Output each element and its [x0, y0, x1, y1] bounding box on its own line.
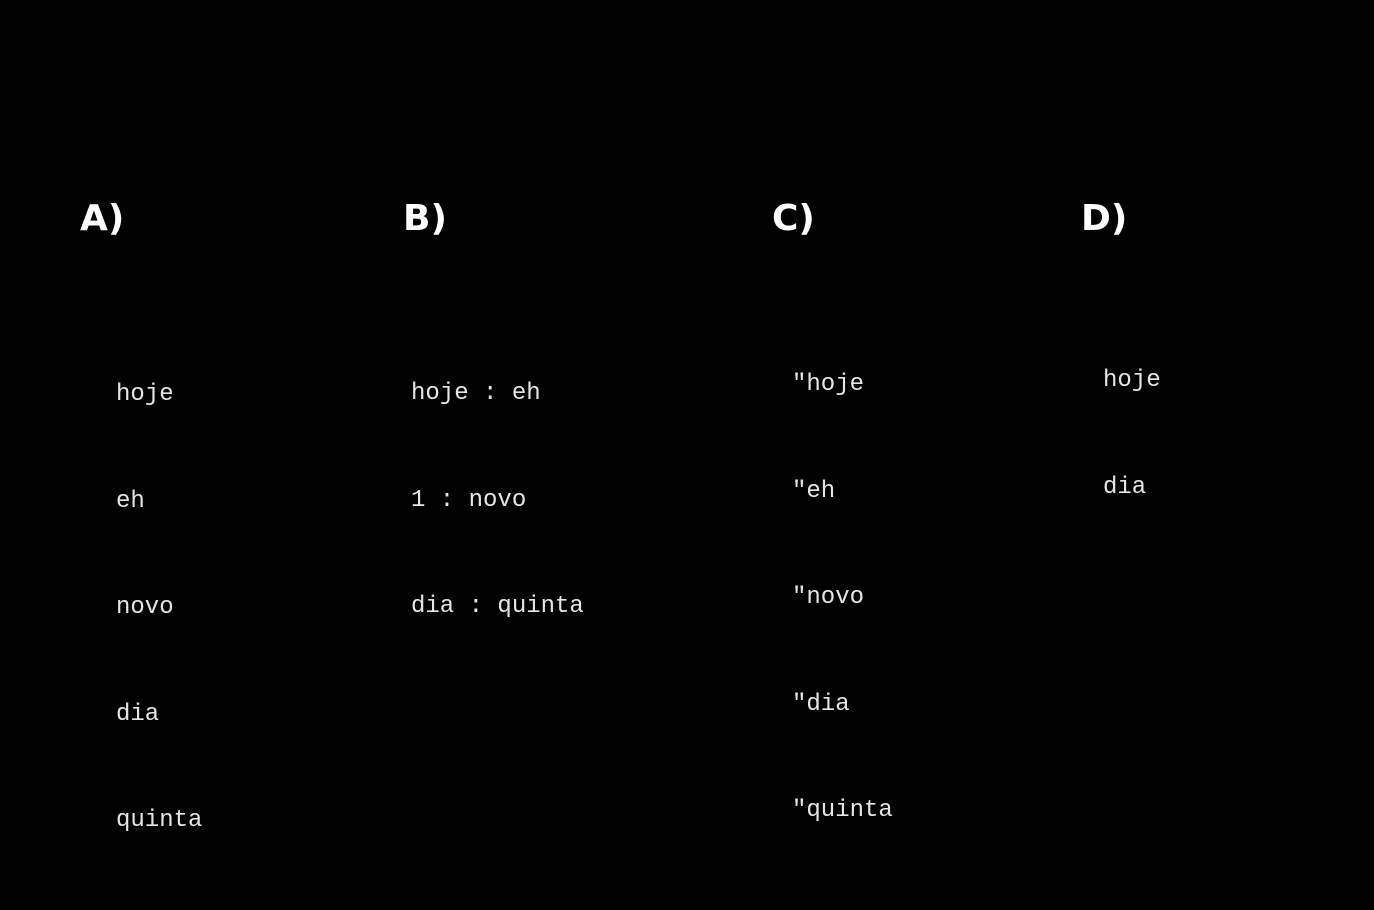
output-line: 1 : novo	[411, 486, 527, 514]
option-d-label: D)	[1081, 198, 1128, 239]
output-line: dia	[1103, 473, 1147, 501]
output-line: hoje : eh	[411, 380, 541, 407]
output-line: eh	[116, 487, 145, 515]
output-line: "eh	[792, 477, 836, 505]
output-line: dia : quinta	[411, 593, 584, 620]
output-line: quinta	[116, 807, 203, 834]
output-line: "dia	[792, 690, 850, 718]
option-a-output	[116, 306, 202, 910]
option-b-output	[411, 305, 584, 696]
option-c-output	[792, 296, 893, 900]
option-b-label: B)	[403, 198, 447, 239]
output-line: dia	[116, 700, 160, 728]
output-line: hoje	[116, 381, 174, 408]
option-d-output	[1103, 292, 1161, 576]
option-c-label: C)	[772, 198, 815, 239]
output-line: "novo	[792, 584, 865, 611]
option-a-label: A)	[80, 198, 125, 239]
output-line: hoje	[1103, 367, 1161, 394]
output-line: "quinta	[792, 797, 893, 824]
output-line: "hoje	[792, 371, 865, 398]
output-line: novo	[116, 594, 174, 621]
